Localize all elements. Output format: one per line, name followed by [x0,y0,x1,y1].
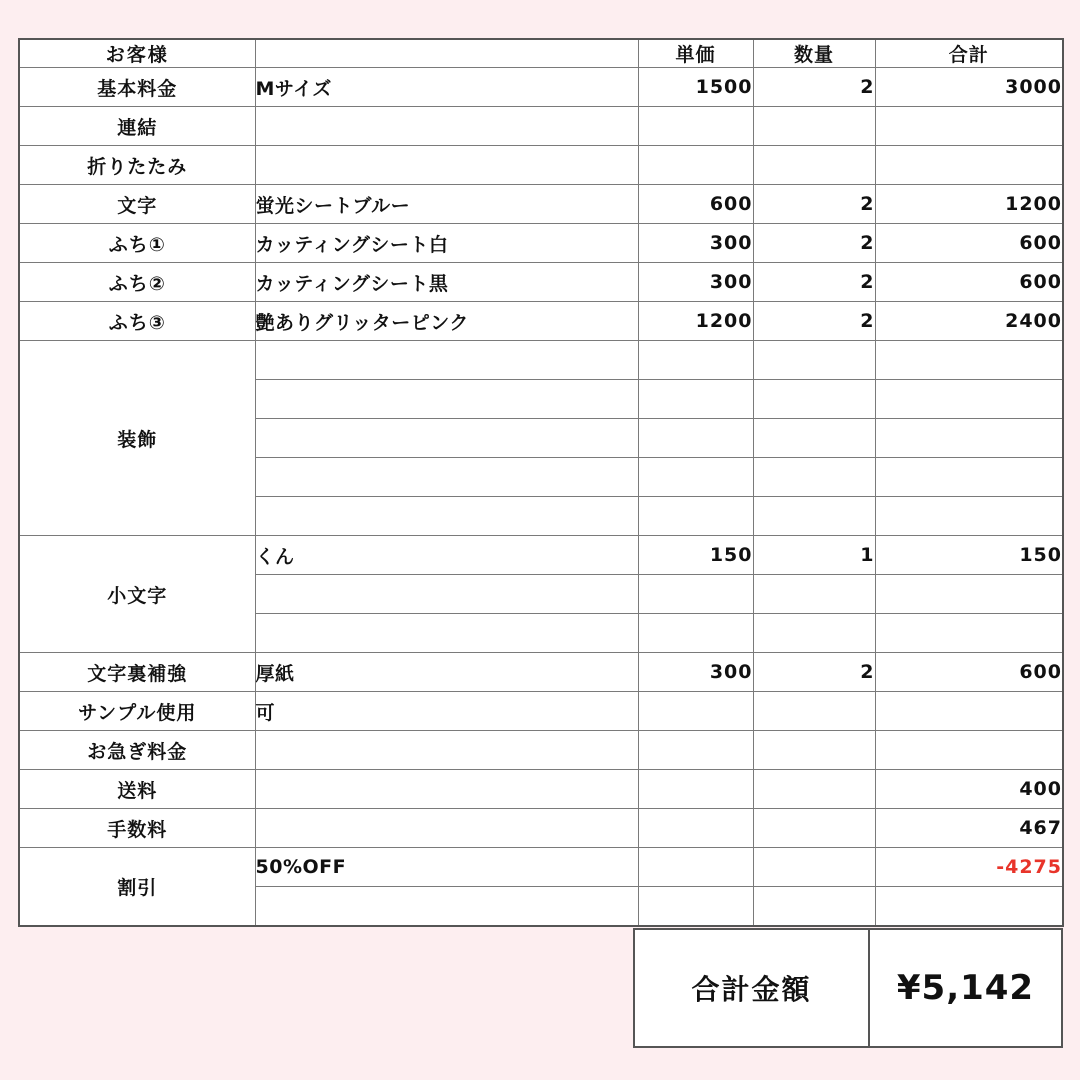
row-qty [753,341,875,380]
row-qty: 2 [753,302,875,341]
table-row-small-text [19,536,1063,575]
row-detail [255,380,638,419]
row-qty [753,614,875,653]
header-customer: お客様 [19,39,255,68]
table-row [19,653,1063,692]
table-row [19,224,1063,263]
row-unit [638,692,753,731]
row-label: 基本料金 [19,68,255,107]
row-qty [753,731,875,770]
row-label: お急ぎ料金 [19,731,255,770]
row-detail [255,497,638,536]
row-total: 3000 [875,68,1063,107]
row-unit [638,731,753,770]
row-total [875,497,1063,536]
row-detail: カッティングシート黒 [255,263,638,302]
row-total: 150 [875,536,1063,575]
row-unit [638,341,753,380]
row-total: 1200 [875,185,1063,224]
table-row-discount [19,848,1063,887]
row-qty [753,146,875,185]
row-qty: 2 [753,653,875,692]
row-unit: 1500 [638,68,753,107]
row-qty [753,107,875,146]
table-row [19,692,1063,731]
header-quantity: 数量 [753,39,875,68]
row-detail: 厚紙 [255,653,638,692]
row-detail: くん [255,536,638,575]
table-row [19,146,1063,185]
row-qty [753,575,875,614]
row-total [875,887,1063,927]
row-label: 折りたたみ [19,146,255,185]
table-row [19,68,1063,107]
row-label: サンプル使用 [19,692,255,731]
row-unit [638,497,753,536]
row-unit [638,848,753,887]
row-qty [753,497,875,536]
row-label: 連結 [19,107,255,146]
row-qty: 2 [753,224,875,263]
row-total [875,614,1063,653]
row-total: 2400 [875,302,1063,341]
row-unit [638,458,753,497]
table-row [19,263,1063,302]
row-total-discount: -4275 [875,848,1063,887]
row-qty [753,380,875,419]
row-unit [638,107,753,146]
row-qty: 1 [753,536,875,575]
row-unit [638,770,753,809]
row-total: 600 [875,653,1063,692]
row-label-small-text: 小文字 [19,536,255,653]
row-detail [255,341,638,380]
row-label: ふち③ [19,302,255,341]
row-detail [255,770,638,809]
row-detail [255,731,638,770]
row-total [875,146,1063,185]
row-total [875,107,1063,146]
header-detail-blank [255,39,638,68]
row-detail [255,614,638,653]
row-label: ふち① [19,224,255,263]
grand-total-amount: ¥5,142 [896,968,1035,1008]
row-total: 467 [875,809,1063,848]
table-row [19,809,1063,848]
row-total [875,380,1063,419]
row-detail [255,146,638,185]
row-qty [753,458,875,497]
table-row [19,185,1063,224]
row-detail: 50%OFF [255,848,638,887]
row-qty: 2 [753,185,875,224]
row-unit: 300 [638,653,753,692]
row-detail: Mサイズ [255,68,638,107]
table-row-decoration [19,341,1063,380]
row-unit [638,809,753,848]
row-total: 600 [875,224,1063,263]
row-unit: 300 [638,224,753,263]
table-header-row [19,39,1063,68]
grand-total-box [633,928,1063,1048]
row-total [875,419,1063,458]
table-row [19,107,1063,146]
row-unit: 150 [638,536,753,575]
row-label-decoration: 装飾 [19,341,255,536]
row-detail: 可 [255,692,638,731]
header-unit-price: 単価 [638,39,753,68]
row-unit: 600 [638,185,753,224]
header-total: 合計 [875,39,1063,68]
row-total [875,341,1063,380]
row-total: 400 [875,770,1063,809]
table-row [19,302,1063,341]
row-detail: カッティングシート白 [255,224,638,263]
row-detail [255,887,638,927]
row-detail [255,107,638,146]
row-label: ふち② [19,263,255,302]
row-unit [638,419,753,458]
row-label-discount: 割引 [19,848,255,927]
table-row [19,770,1063,809]
row-unit [638,146,753,185]
row-detail: 蛍光シートブルー [255,185,638,224]
row-qty: 2 [753,68,875,107]
row-detail [255,419,638,458]
row-total: 600 [875,263,1063,302]
row-qty [753,887,875,927]
row-total [875,731,1063,770]
row-detail [255,458,638,497]
row-detail [255,575,638,614]
row-label: 送料 [19,770,255,809]
row-qty [753,419,875,458]
row-qty [753,770,875,809]
row-label: 文字裏補強 [19,653,255,692]
row-unit: 1200 [638,302,753,341]
row-unit [638,614,753,653]
row-label: 手数料 [19,809,255,848]
grand-total-label: 合計金額 [635,930,870,1046]
row-unit [638,575,753,614]
row-total [875,575,1063,614]
row-unit [638,380,753,419]
row-qty: 2 [753,263,875,302]
row-total [875,692,1063,731]
order-table [18,38,1064,927]
row-qty [753,848,875,887]
row-detail: 艶ありグリッターピンク [255,302,638,341]
row-total [875,458,1063,497]
table-row [19,731,1063,770]
row-qty [753,809,875,848]
row-unit [638,887,753,927]
row-unit: 300 [638,263,753,302]
row-detail [255,809,638,848]
row-qty [753,692,875,731]
row-label: 文字 [19,185,255,224]
